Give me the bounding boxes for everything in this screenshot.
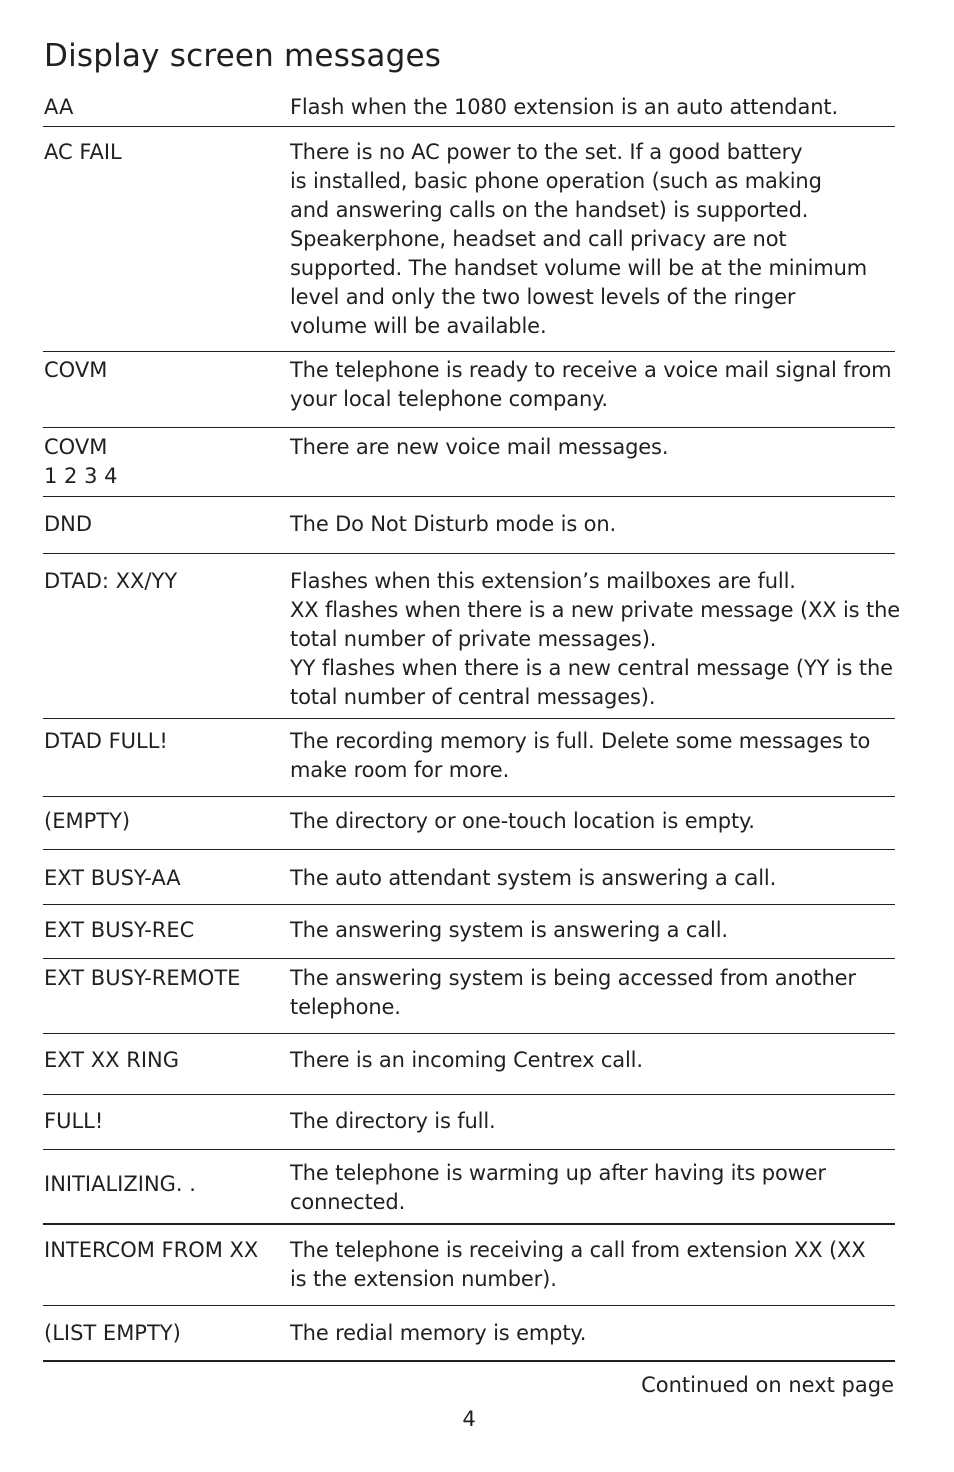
message-description: The redial memory is empty. bbox=[290, 1321, 587, 1345]
table-row bbox=[43, 352, 895, 428]
table-row bbox=[43, 554, 901, 719]
page-title: Display screen messages bbox=[44, 38, 442, 74]
message-label: EXT BUSY-REC bbox=[44, 918, 195, 942]
message-label: DND bbox=[44, 512, 93, 536]
continued-note: Continued on next page bbox=[641, 1373, 894, 1397]
message-description: The telephone is receiving a call from extension XX (XX is the extension number). bbox=[290, 1238, 866, 1291]
message-label: DTAD FULL! bbox=[44, 729, 168, 753]
message-description: Flash when the 1080 extension is an auto attendant. bbox=[290, 95, 838, 119]
message-description: There are new voice mail messages. bbox=[290, 435, 669, 459]
table-row bbox=[43, 497, 895, 554]
message-label: INITIALIZING. . bbox=[44, 1172, 196, 1196]
message-description: The recording memory is full. Delete some messages to make room for more. bbox=[290, 729, 871, 782]
message-label: DTAD: XX/YY bbox=[44, 569, 178, 593]
message-description: The directory is full. bbox=[290, 1109, 496, 1133]
message-description: There is no AC power to the set. If a good battery is installed, basic phone operation (such as making and answering calls on the handset) is supported. Speakerphone, headset and call privacy are not supported. The handset volume will be at the minimum level and only the two lowest levels of the ringer volume will be available. bbox=[290, 140, 868, 338]
message-label: INTERCOM FROM XX bbox=[44, 1238, 259, 1262]
message-description: Flashes when this extension’s mailboxes are full. XX flashes when there is a new private message (XX is the total number of private messages). YY flashes when there is a new central message (YY is the total number of central messages). bbox=[290, 569, 901, 709]
table-row bbox=[43, 1150, 895, 1225]
message-description: The telephone is warming up after having its power connected. bbox=[290, 1161, 826, 1214]
table-row bbox=[43, 1034, 895, 1095]
message-description: There is an incoming Centrex call. bbox=[290, 1048, 643, 1072]
message-label: EXT XX RING bbox=[44, 1048, 180, 1072]
message-label: FULL! bbox=[44, 1109, 104, 1133]
message-description: The answering system is being accessed from another telephone. bbox=[290, 966, 856, 1019]
message-label: (LIST EMPTY) bbox=[44, 1321, 181, 1345]
table-row bbox=[43, 428, 895, 497]
message-description: The Do Not Disturb mode is on. bbox=[290, 512, 617, 536]
message-label: (EMPTY) bbox=[44, 809, 131, 833]
table-row bbox=[43, 905, 895, 959]
table-row bbox=[43, 797, 895, 850]
table-row bbox=[43, 719, 895, 797]
page-number: 4 bbox=[462, 1407, 476, 1431]
message-description: The answering system is answering a call. bbox=[290, 918, 728, 942]
table-row bbox=[43, 959, 895, 1034]
table-row bbox=[43, 1225, 895, 1306]
message-label: EXT BUSY-REMOTE bbox=[44, 966, 241, 990]
table-row bbox=[43, 1306, 895, 1362]
table-row bbox=[43, 92, 895, 127]
message-description: The auto attendant system is answering a call. bbox=[290, 866, 777, 890]
table-row bbox=[43, 850, 895, 905]
message-label: AA bbox=[44, 95, 74, 119]
table-row bbox=[43, 1095, 895, 1150]
message-description: The telephone is ready to receive a voice mail signal from your local telephone company. bbox=[290, 358, 892, 411]
message-description: The directory or one-touch location is empty. bbox=[290, 809, 755, 833]
message-label: EXT BUSY-AA bbox=[44, 866, 181, 890]
messages-table bbox=[43, 92, 901, 1362]
message-label: AC FAIL bbox=[44, 140, 122, 164]
message-label: COVM bbox=[44, 358, 108, 382]
message-label: COVM 1 2 3 4 bbox=[44, 435, 118, 488]
table-row bbox=[43, 127, 895, 352]
